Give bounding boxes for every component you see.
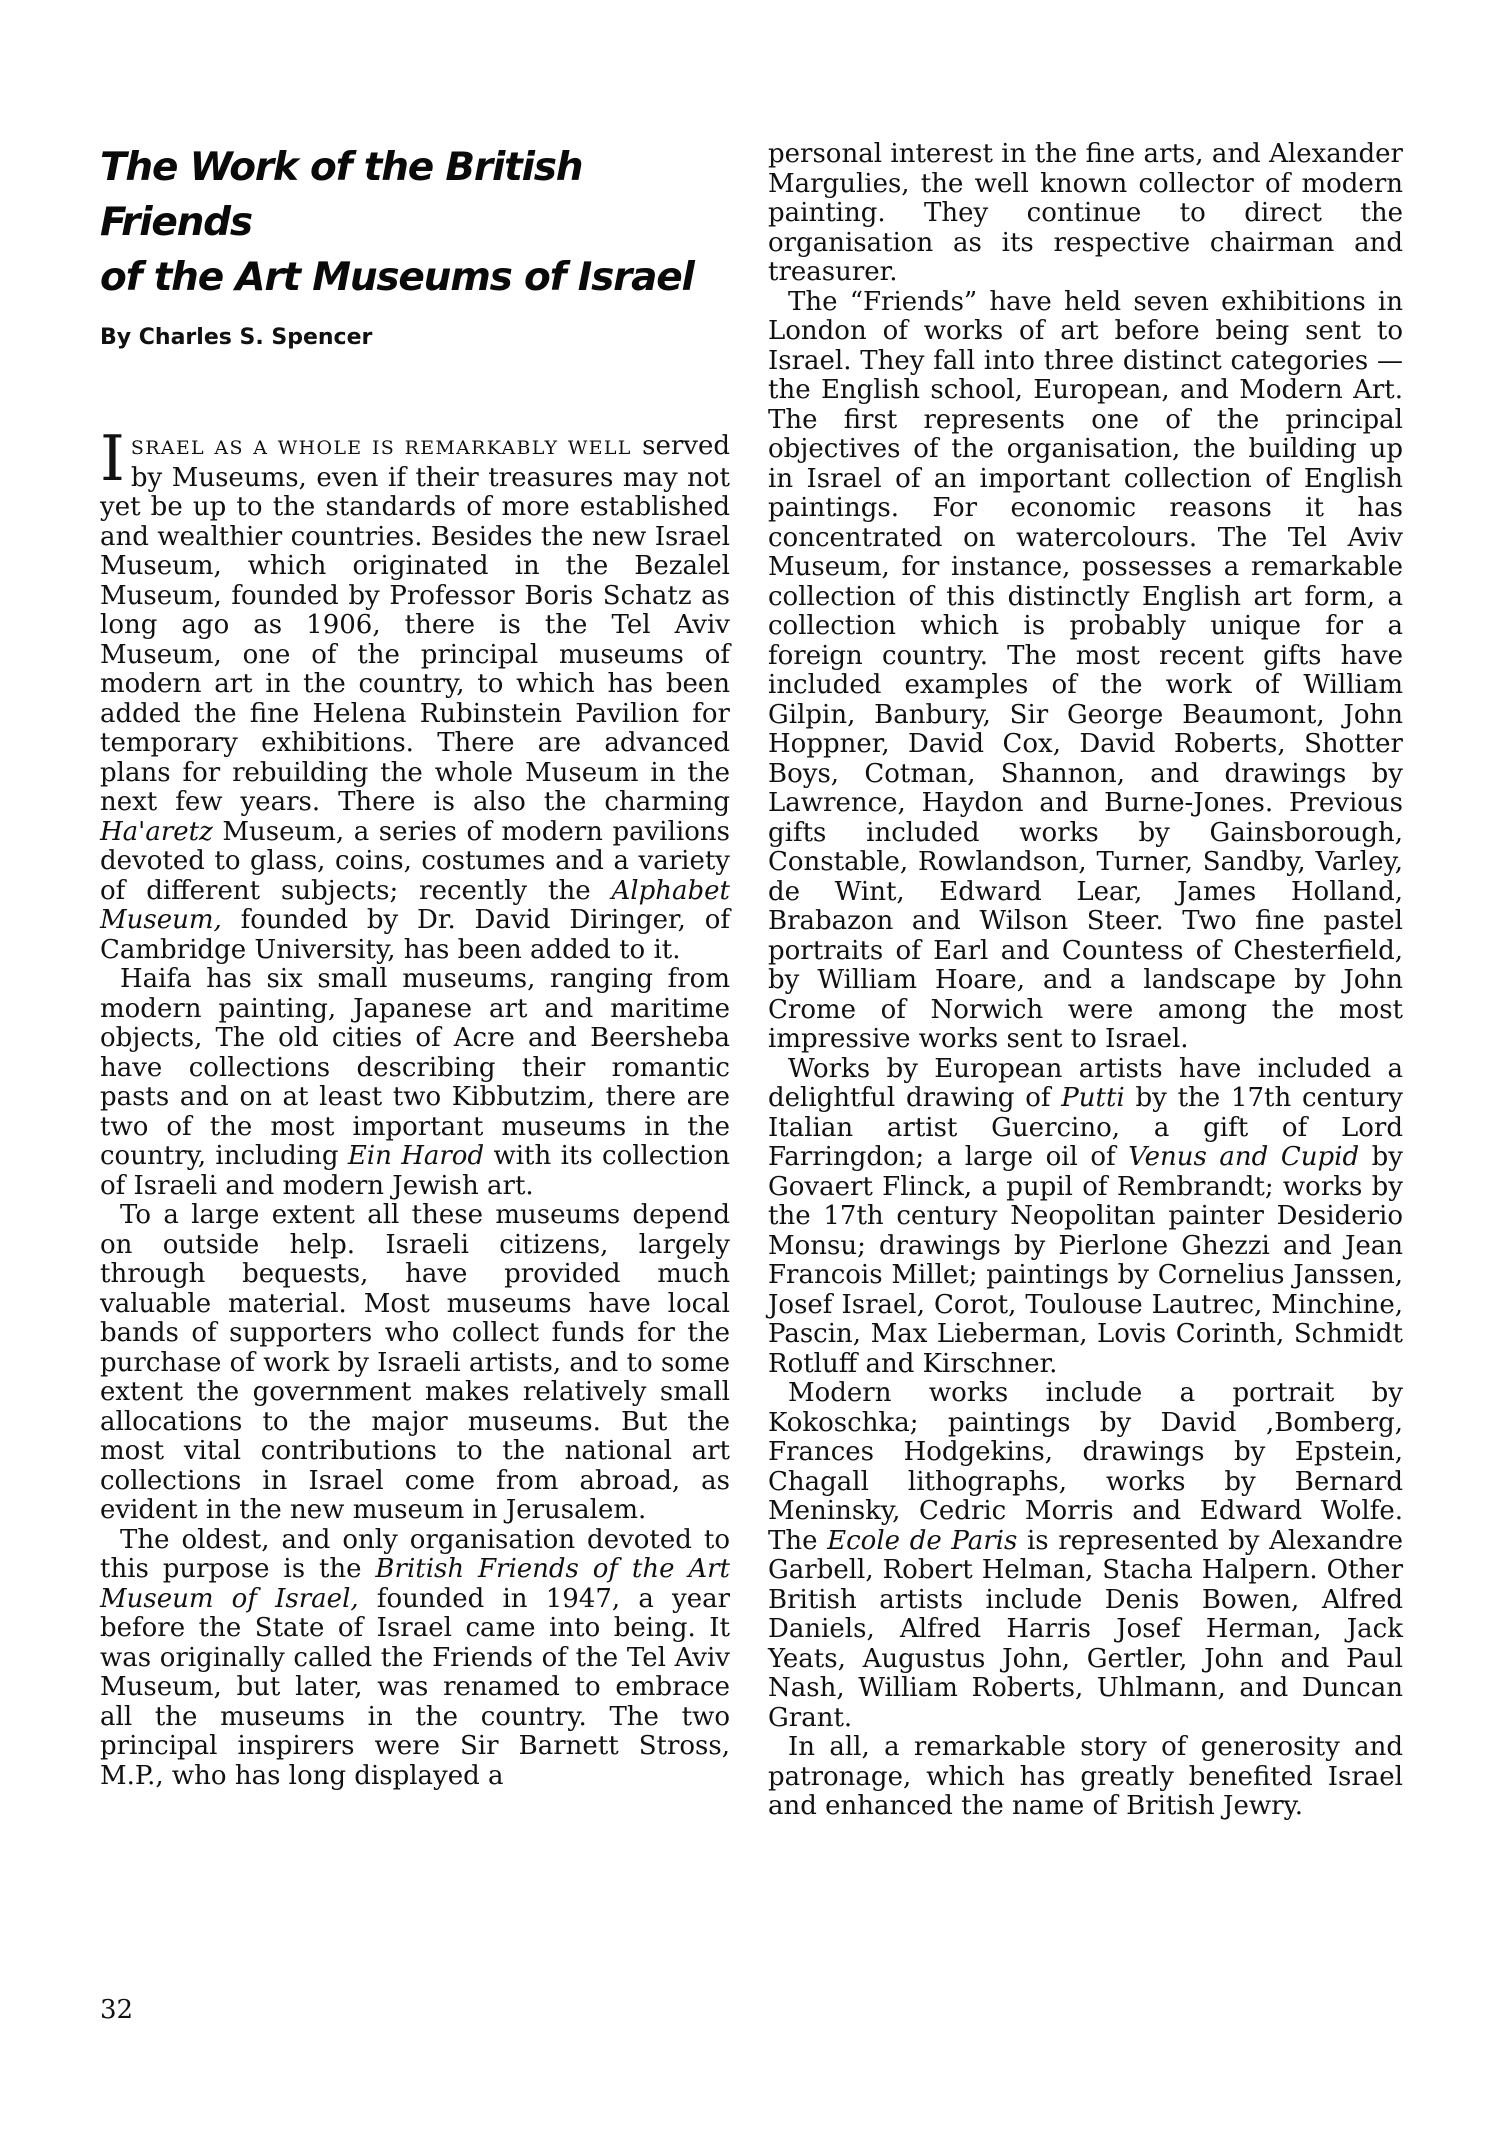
paragraph-4-continued: personal interest in the fine arts, and Alexander Margulies, the well known collector of modern painting. They continue to direct the organisation as its respective chairman and treasurer. bbox=[768, 139, 1403, 287]
article-title bbox=[100, 140, 740, 305]
organisation-name: British Friends of the Art Museum of Israel, bbox=[100, 1554, 730, 1614]
museum-name: Ha'aretz bbox=[100, 816, 213, 847]
school-name: Ecole de Paris bbox=[827, 1525, 1018, 1556]
paragraph-4: The oldest, and only organisation devoted to this purpose is the British Friends of the Art Museum of Israel, founded in 1947, a year before the State of Israel came into being. It was originally called the Friends of the Tel Aviv Museum, but later, was renamed to embrace all the museums in the country. The two principal inspirers were Sir Barnett Stross, M.P., who has long displayed a bbox=[100, 1524, 731, 1791]
paragraph-5: The “Friends” have held seven exhibitions in London of works of art before being sent to Israel. They fall into three distinct categories — the English school, European, and Modern Art. The first represents one of the principal objectives of the organisation, the building up in Israel of an important collection of English paintings. For economic reasons it has concentrated on watercolours. The Tel Aviv Museum, for instance, possesses a remarkable collection of this distinctly English art form, a collection which is probably unique for a foreign country. The most recent gifts have included examples of the work of William Gilpin, Banbury, Sir George Beaumont, John Hoppner, David Cox, David Roberts, Shotter Boys, Cotman, Shannon, and drawings by Lawrence, Haydon and Burne-Jones. Previous gifts included works by Gainsborough, Constable, Rowlandson, Turner, Sandby, Varley, de Wint, Edward Lear, James Holland, Brabazon and Wilson Steer. Two fine pastel portraits of Earl and Countess of Chesterfield, by William Hoare, and a landscape by John Crome of Norwich were among the most impressive works sent to Israel. bbox=[768, 286, 1403, 1054]
artwork-title: Venus and Cupid bbox=[1128, 1142, 1360, 1172]
drop-cap: I bbox=[100, 422, 125, 495]
page-number: 32 bbox=[100, 1995, 134, 2025]
museum-name: Ein Harod bbox=[347, 1141, 485, 1171]
left-column bbox=[100, 422, 731, 1791]
paragraph-7: Modern works include a portrait by Kokoschka; paintings by David ,Bomberg, Frances Hodgekins, drawings by Epstein, Chagall lithographs, works by Bernard Meninsky, Cedric Morris and Edward Wolfe. The Ecole de Paris is represented by Alexandre Garbell, Robert Helman, Stacha Halpern. Other British artists include Denis Bowen, Alfred Daniels, Alfred Harris Josef Herman, Jack Yeats, Augustus John, Gertler, John and Paul Nash, William Roberts, Uhlmann, and Duncan Grant. bbox=[768, 1378, 1403, 1733]
paragraph-6: Works by European artists have included a delightful drawing of Putti by the 17th century Italian artist Guercino, a gift of Lord Farringdon; a large oil of Venus and Cupid by Govaert Flinck, a pupil of Rembrandt; works by the 17th century Neopolitan painter Desiderio Monsu; drawings by Pierlone Ghezzi and Jean Francois Millet; paintings by Cornelius Janssen, Josef Israel, Corot, Toulouse Lautrec, Minchine, Pascin, Max Lieberman, Lovis Corinth, Schmidt Rotluff and Kirschner. bbox=[768, 1053, 1403, 1379]
title-line-1: The Work of the British Friends bbox=[100, 145, 583, 245]
artwork-title: Putti bbox=[1061, 1083, 1125, 1113]
museum-name: Alphabet Museum, bbox=[100, 875, 730, 935]
title-line-2: of the Art Museums of Israel bbox=[100, 255, 694, 300]
paragraph-1: ISRAEL AS A WHOLE IS REMARKABLY WELL served by Museums, even if their treasures may not yet be up to the standards of more established and wealthier countries. Besides the new Israel Museum, which originated in the Bezalel Museum, founded by Professor Boris Schatz as long ago as 1906, there is the Tel Aviv Museum, one of the principal museums of modern art in the country, to which has been added the fine Helena Rubinstein Pavilion for temporary exhibitions. There are advanced plans for rebuilding the whole Museum in the next few years. There is also the charming Ha'aretz Museum, a series of modern pavilions devoted to glass, coins, costumes and a variety of different subjects; recently the Alphabet Museum, founded by Dr. David Diringer, of Cambridge University, has been added to it. bbox=[100, 422, 730, 965]
paragraph-2: Haifa has six small museums, ranging from modern painting, Japanese art and maritime objects, The old cities of Acre and Beersheba have collections describing their romantic pasts and on at least two Kibbutzim, there are two of the most important museums in the country, including Ein Harod with its collection of Israeli and modern Jewish art. bbox=[100, 964, 730, 1201]
byline: By Charles S. Spencer bbox=[100, 325, 373, 350]
paragraph-3: To a large extent all these museums depend on outside help. Israeli citizens, largely through bequests, have provided much valuable material. Most museums have local bands of supporters who collect funds for the purchase of work by Israeli artists, and to some extent the government makes relatively small allocations to the major museums. But the most vital contributions to the national art collections in Israel come from abroad, as evident in the new museum in Jerusalem. bbox=[100, 1200, 730, 1525]
article-header bbox=[100, 140, 740, 350]
lead-in-caps: SRAEL AS A WHOLE IS REMARKABLY WELL bbox=[130, 437, 632, 459]
right-column bbox=[768, 140, 1403, 1822]
paragraph-8: In all, a remarkable story of generosity and patronage, which has greatly benefited Israel and enhanced the name of British Jewry. bbox=[768, 1732, 1403, 1821]
